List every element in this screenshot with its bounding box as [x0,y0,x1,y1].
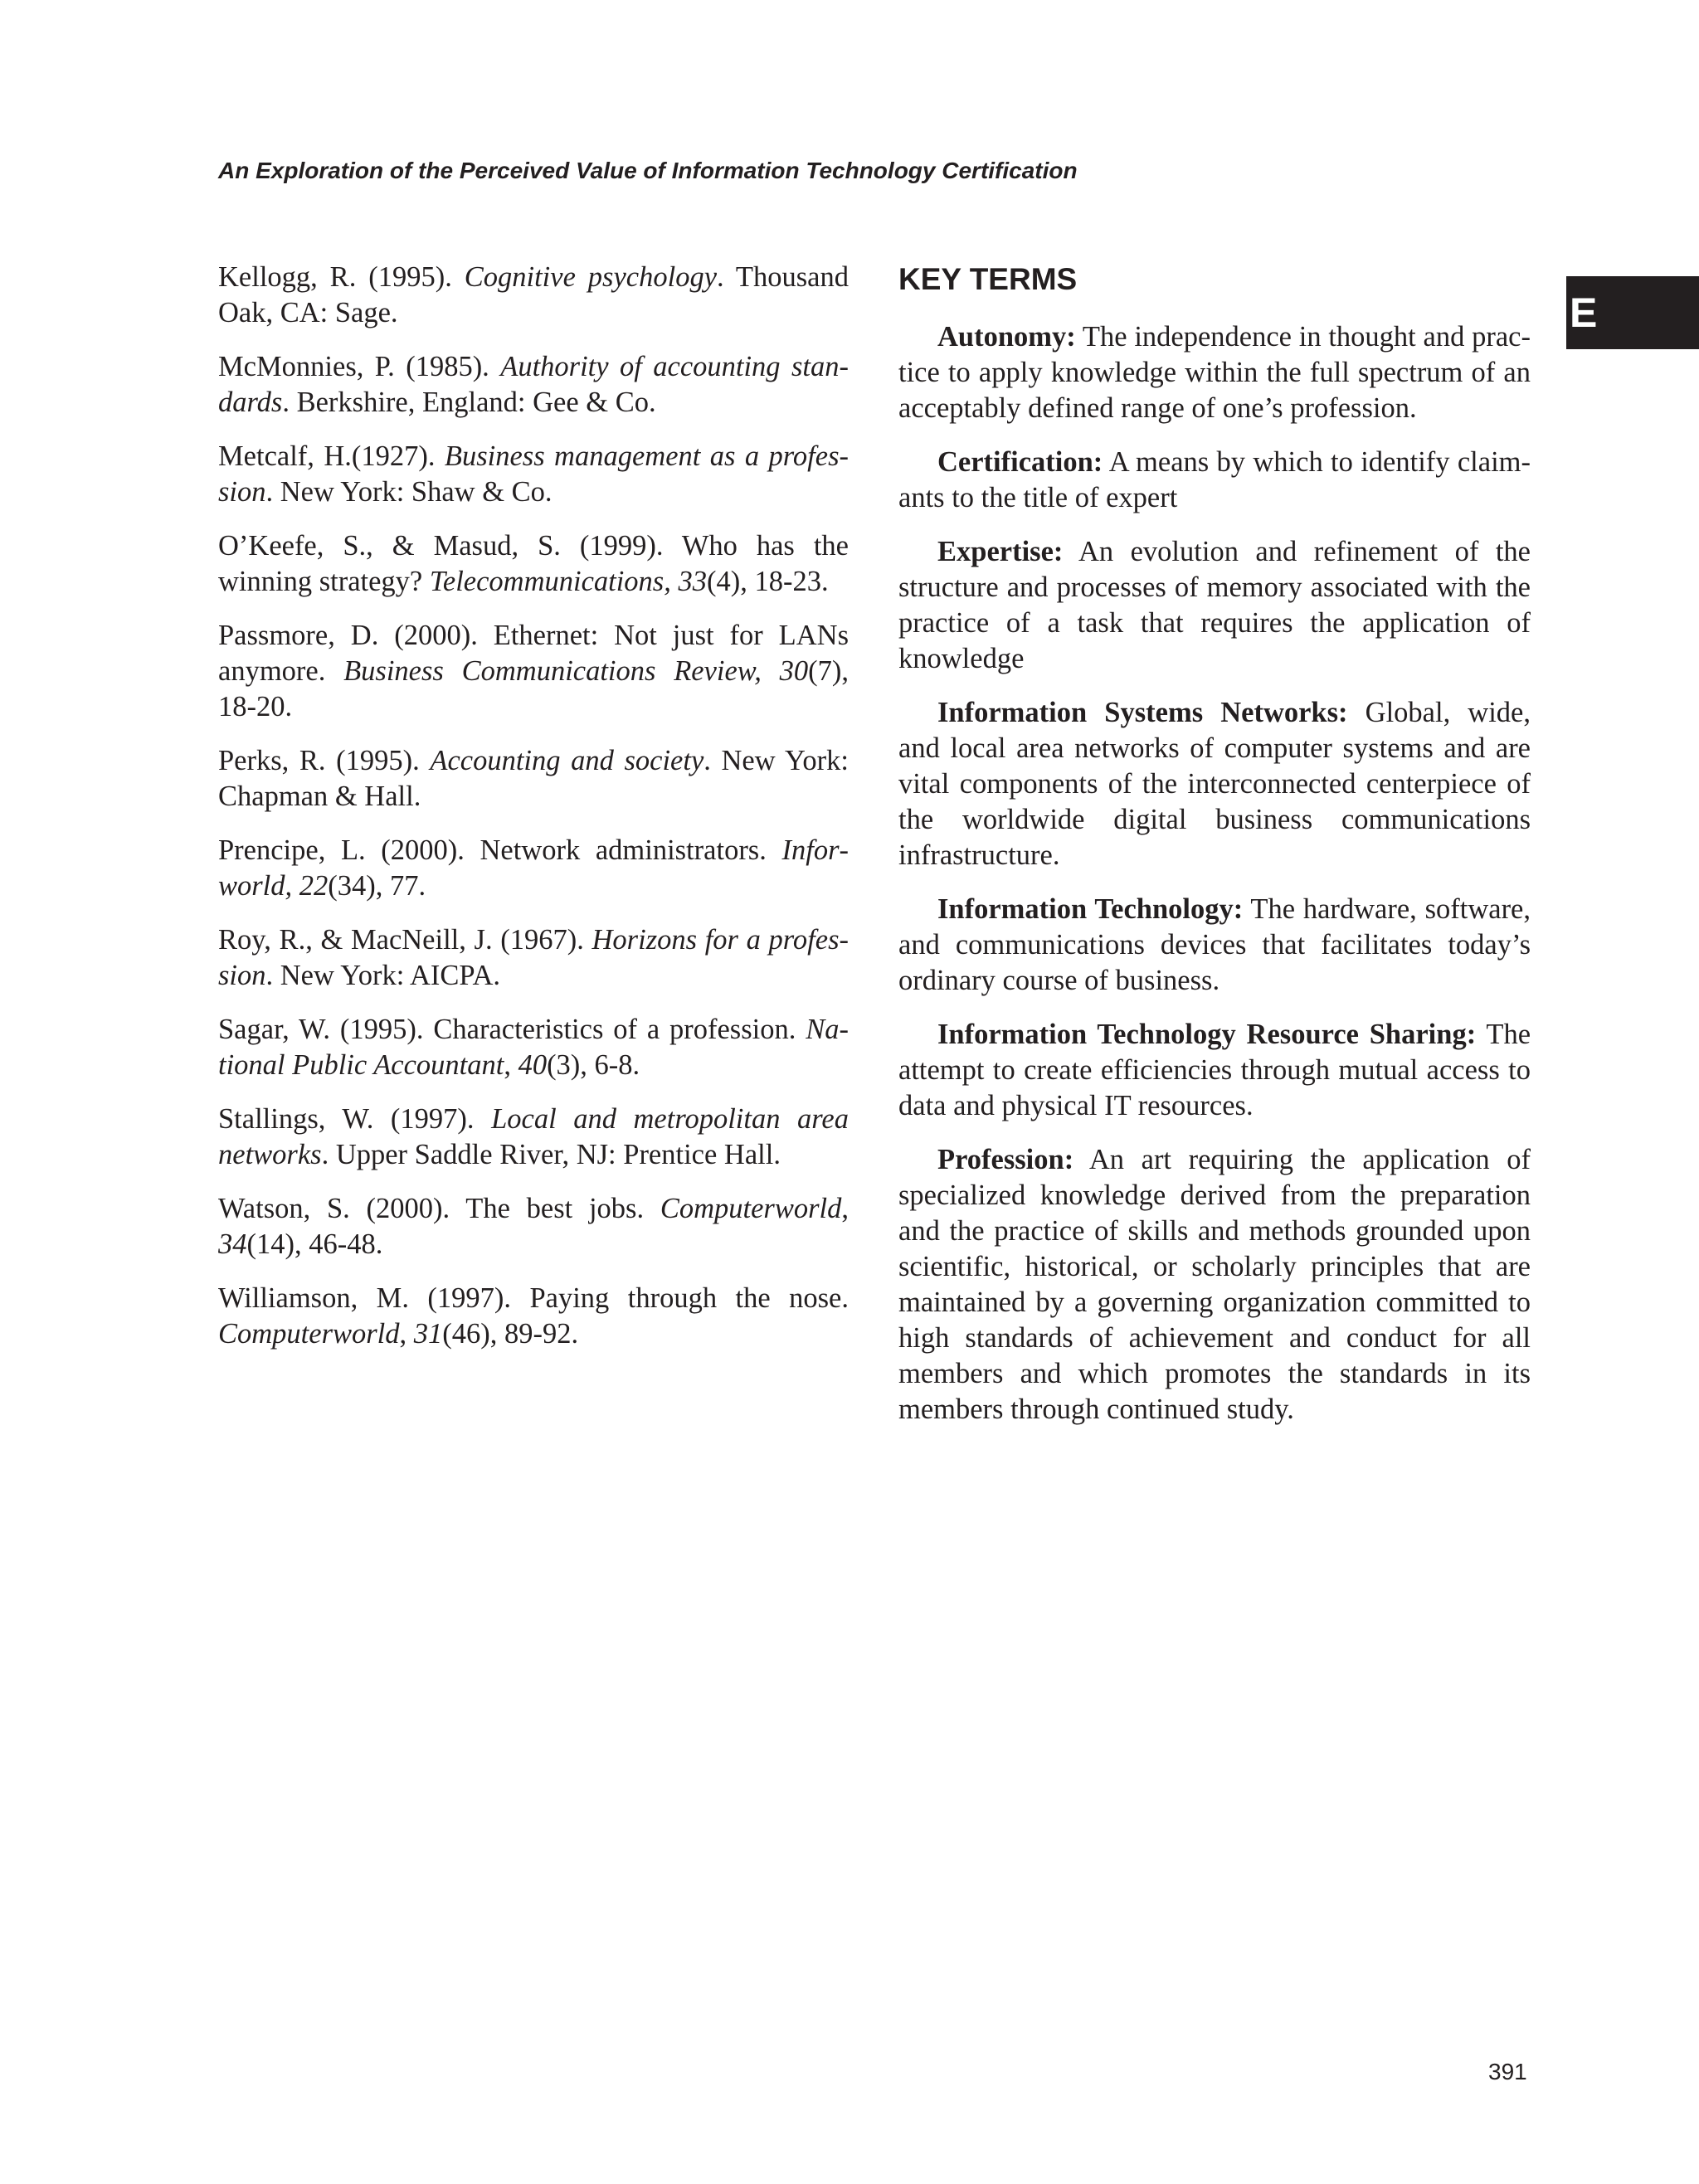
key-term-entry [898,445,1531,516]
reference-text: . New York: Shaw & Co. [265,476,553,508]
reference-volume: 40 [518,1049,548,1081]
key-term-definition: The attempt to create efficiencies through mutual access to data and physical IT resources. [898,1019,1531,1121]
reference-text: (7), 18-20. [218,655,849,722]
reference-title: Local and metropolitan area networks [218,1103,849,1170]
reference-entry [218,922,849,994]
reference-text: McMonnies, P. (1985). [218,351,501,382]
reference-text: . Berkshire, England: Gee & Co. [282,387,656,418]
key-terms-heading: KEY TERMS [898,262,1078,296]
reference-entry [218,1191,849,1262]
key-term-name: Expertise: [937,536,1064,567]
key-term-entry [898,1017,1531,1124]
references-column [218,260,849,1370]
reference-title: Authority of accounting standards [218,351,849,418]
reference-entry [218,1102,849,1173]
key-term-name: Information Technology Resource Sharing: [937,1019,1477,1050]
reference-entry [218,618,849,725]
key-term-entry [898,319,1531,426]
reference-entry [218,743,849,815]
reference-text: Watson, S. (2000). The best jobs. [218,1193,660,1224]
key-term-definition: A means by which to identify claimants to the title of expert [898,446,1531,513]
reference-text: , [399,1318,414,1350]
reference-title: Business Communications Review, 30 [343,655,809,687]
reference-title: Cognitive psychology [464,261,718,293]
key-term-entry [898,1142,1531,1428]
reference-entry [218,349,849,421]
reference-text: Kellogg, R. (1995). [218,261,465,293]
key-term-name: Certification: [937,446,1103,478]
reference-text: Roy, R., & MacNeill, J. (1967). [218,924,592,956]
reference-text: . Thousand Oak, CA: Sage. [218,261,849,328]
reference-title: Business management as a profession [218,440,850,508]
key-term-definition: An evolution and refinement of the structure and processes of memory associated with the practice of a task that requires the application of knowledge [898,536,1531,674]
reference-title: Horizons for a profession [218,924,849,991]
reference-text: Perks, R. (1995). [218,745,431,776]
reference-text: Metcalf, H.(1927). [218,440,445,472]
reference-entry [218,833,849,904]
reference-entry [218,260,849,331]
key-term-definition: Global, wide, and local area networks of computer systems and are vital components of the interconnected centerpiece of the worldwide digital business communications infrastructure. [898,697,1531,871]
key-term-name: Information Systems Networks: [937,697,1348,728]
reference-text: Williamson, M. (1997). Paying through the nose. [218,1282,849,1314]
reference-text: Sagar, W. (1995). Characteristics of a profession. [218,1014,806,1045]
key-term-name: Profession: [937,1144,1074,1175]
reference-title: Inforworld, 22 [218,834,849,902]
key-term-definition: An art requiring the application of specialized knowledge derived from the preparation and the practice of skills and methods grounded upon scientific, historical, or scholarly principles that are maintained by a governing organization committed to high standards of achievement and conduct for all members and which promotes the standards in its members through continued study. [898,1144,1531,1425]
running-head: An Exploration of the Perceived Value of Information Technology Certification [218,158,1078,183]
key-term-definition: The independence in thought and practice to apply knowledge within the full spectrum of an acceptably defined range of one’s profession. [898,321,1531,424]
key-term-name: Autonomy: [937,321,1076,353]
reference-title: Telecommunications, 33 [429,566,707,597]
reference-entry [218,1012,849,1083]
reference-text: (14), 46-48. [246,1228,383,1260]
key-term-entry [898,695,1531,873]
reference-text: (46), 89-92. [442,1318,579,1350]
reference-text: . Upper Saddle River, NJ: Prentice Hall. [321,1139,781,1170]
reference-title: National Public Accountant [218,1014,849,1081]
reference-text: (4), 18-23. [706,566,829,597]
key-term-definition: The hardware, software, and communications devices that facilitates today’s ordinary course of business. [898,893,1531,996]
key-term-entry [898,534,1531,677]
section-tab: E [1566,276,1699,349]
reference-title: Computerworld [660,1193,842,1224]
reference-entry [218,1281,849,1352]
reference-text: (3), 6-8. [547,1049,640,1081]
page-number: 391 [1488,2059,1527,2084]
reference-text: (34), 77. [328,870,426,902]
reference-entry [218,528,849,600]
reference-title: Computerworld [218,1318,400,1350]
reference-text: Passmore, D. (2000). Ethernet: Not just for LANs anymore. [218,620,849,687]
reference-text: , [504,1049,518,1081]
reference-text: Prencipe, L. (2000). Network administrators. [218,834,782,866]
reference-text: Stallings, W. (1997). [218,1103,492,1135]
key-term-entry [898,892,1531,999]
reference-text: O’Keefe, S., & Masud, S. (1999). Who has the winning strategy? [218,530,849,597]
reference-text: . New York: AICPA. [265,960,500,991]
reference-volume: 31 [413,1318,443,1350]
reference-text: , [841,1193,849,1224]
reference-text: . New York: Chapman & Hall. [218,745,850,812]
key-terms-column [898,260,1531,1446]
reference-volume: 34 [218,1228,247,1260]
reference-title: Accounting and society [430,745,704,776]
reference-entry [218,439,849,510]
key-term-name: Information Technology: [937,893,1244,925]
